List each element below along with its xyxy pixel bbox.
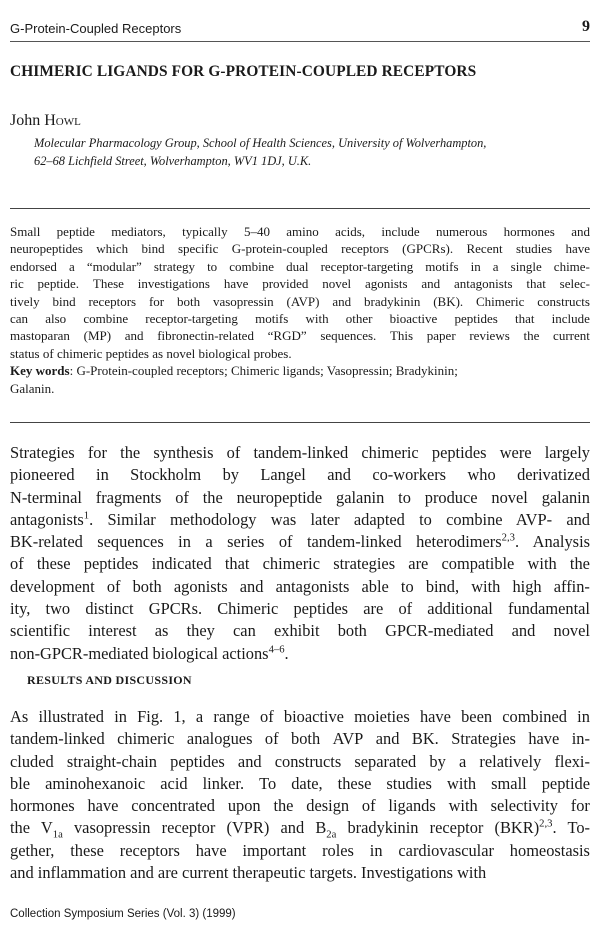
text-line: cluded straight-chain peptides and constructs separated by a relatively flexi-: [10, 751, 590, 771]
text-run: 2,3: [501, 532, 515, 544]
text-line: of these peptides indicated that chimeric strategies are compatible with the: [10, 554, 590, 574]
text-line: Strategies for the synthesis of tandem-linked chimeric peptides were largely: [10, 443, 590, 462]
keywords-text: : G-Protein-coupled receptors; Chimeric ligands; Vasopressin; Bradykinin;: [69, 363, 458, 379]
text-line: ric peptide. These investigations have provided novel agonists and antagonists that selec-: [10, 276, 590, 292]
affiliation: [34, 134, 574, 170]
article-title: CHIMERIC LIGANDS FOR G-PROTEIN-COUPLED RECEPTORS: [10, 63, 477, 80]
keywords-line: Galanin.: [10, 380, 55, 396]
affiliation-line: 62–68 Lichfield Street, Wolverhampton, WV1 1DJ, U.K.: [34, 154, 312, 168]
text-run: antagonists: [10, 509, 84, 529]
text-run: 2,3: [539, 819, 553, 831]
section-heading-results: RESULTS AND DISCUSSION: [27, 673, 192, 687]
text-line: As illustrated in Fig. 1, a range of bioactive moieties have been combined in: [10, 707, 590, 726]
text-line: ity, two distinct GPCRs. Chimeric peptides are of additional fundamental: [10, 599, 590, 619]
text-line: [10, 531, 590, 553]
text-line: mastoparan (MP) and fibronectin-related “RGD” sequences. This paper reviews the current: [10, 328, 590, 344]
abstract-top-rule: [10, 208, 590, 209]
text-line: development of both agonists and antagonists able to bind, with high affin-: [10, 576, 590, 596]
text-run: non-GPCR-mediated biological actions: [10, 643, 269, 663]
text-run: . Analysis: [514, 532, 590, 552]
text-line: tively bind receptors for both vasopressin (AVP) and bradykinin (BK). Chimeric constructs: [10, 293, 590, 309]
text-line: hormones have concentrated upon the design of ligands with selectivity for: [10, 796, 590, 816]
abstract: [10, 223, 590, 397]
keywords-label: Key words: [10, 363, 70, 379]
footer-citation: Collection Symposium Series (Vol. 3) (1999): [10, 908, 236, 920]
keywords-line: [10, 362, 590, 379]
text-line: [10, 817, 590, 839]
text-line: [10, 509, 590, 531]
abstract-bottom-rule: [10, 422, 590, 423]
text-line: status of chimeric peptides as novel biological probes.: [10, 345, 292, 361]
text-line: pioneered in Stockholm by Langel and co-workers who derivatized: [10, 465, 590, 485]
text-line: scientific interest as they can exhibit both GPCR-mediated and novel: [10, 621, 590, 641]
text-run: bradykinin receptor (BKR): [336, 818, 540, 838]
author-last-name: Howl: [44, 112, 81, 129]
text-run: . Similar methodology was later adapted to combine AVP- and: [89, 509, 590, 529]
header-rule: [10, 41, 590, 42]
text-line: can also combine receptor-targeting motifs with other bioactive peptides that include: [10, 311, 590, 327]
results-paragraph: [10, 706, 590, 884]
text-run: BK-related sequences in a series of tandem-linked heterodimers: [10, 532, 502, 552]
text-run: .: [284, 643, 289, 663]
text-run: 1a: [52, 829, 63, 841]
page-number: 9: [582, 18, 590, 35]
text-line: N-terminal fragments of the neuropeptide galanin to produce novel galanin: [10, 487, 590, 507]
author-first-name: John: [10, 112, 41, 129]
running-head: [10, 18, 590, 40]
author: [10, 112, 81, 130]
affiliation-line: Molecular Pharmacology Group, School of Health Sciences, University of Wolverhampton,: [34, 136, 487, 150]
text-line: neuropeptides which bind specific G-protein-coupled receptors (GPCRs). Recent studies have: [10, 241, 590, 257]
running-head-title: G-Protein-Coupled Receptors: [10, 21, 182, 36]
text-run: . To-: [552, 818, 590, 838]
text-run: the V: [10, 818, 53, 838]
text-run: 1: [83, 510, 90, 522]
text-line: gether, these receptors have important roles in cardiovascular homeostasis: [10, 840, 590, 860]
text-run: vasopressin receptor (VPR) and B: [62, 818, 327, 838]
text-line: and inflammation and are current therapeutic targets. Investigations with: [10, 863, 487, 883]
text-run: 2a: [326, 829, 337, 841]
text-line: [10, 643, 590, 665]
text-line: Small peptide mediators, typically 5–40 amino acids, include numerous hormones and: [10, 224, 590, 239]
text-run: 4–6: [268, 644, 285, 656]
text-line: endorsed a “modular” strategy to combine dual receptor-targeting motifs in a single chime-: [10, 258, 590, 274]
intro-paragraph: [10, 442, 590, 665]
text-line: ble aminohexanoic acid linker. To date, these studies with small peptide: [10, 773, 590, 793]
text-line: tandem-linked chimeric analogues of both AVP and BK. Strategies have in-: [10, 729, 590, 749]
